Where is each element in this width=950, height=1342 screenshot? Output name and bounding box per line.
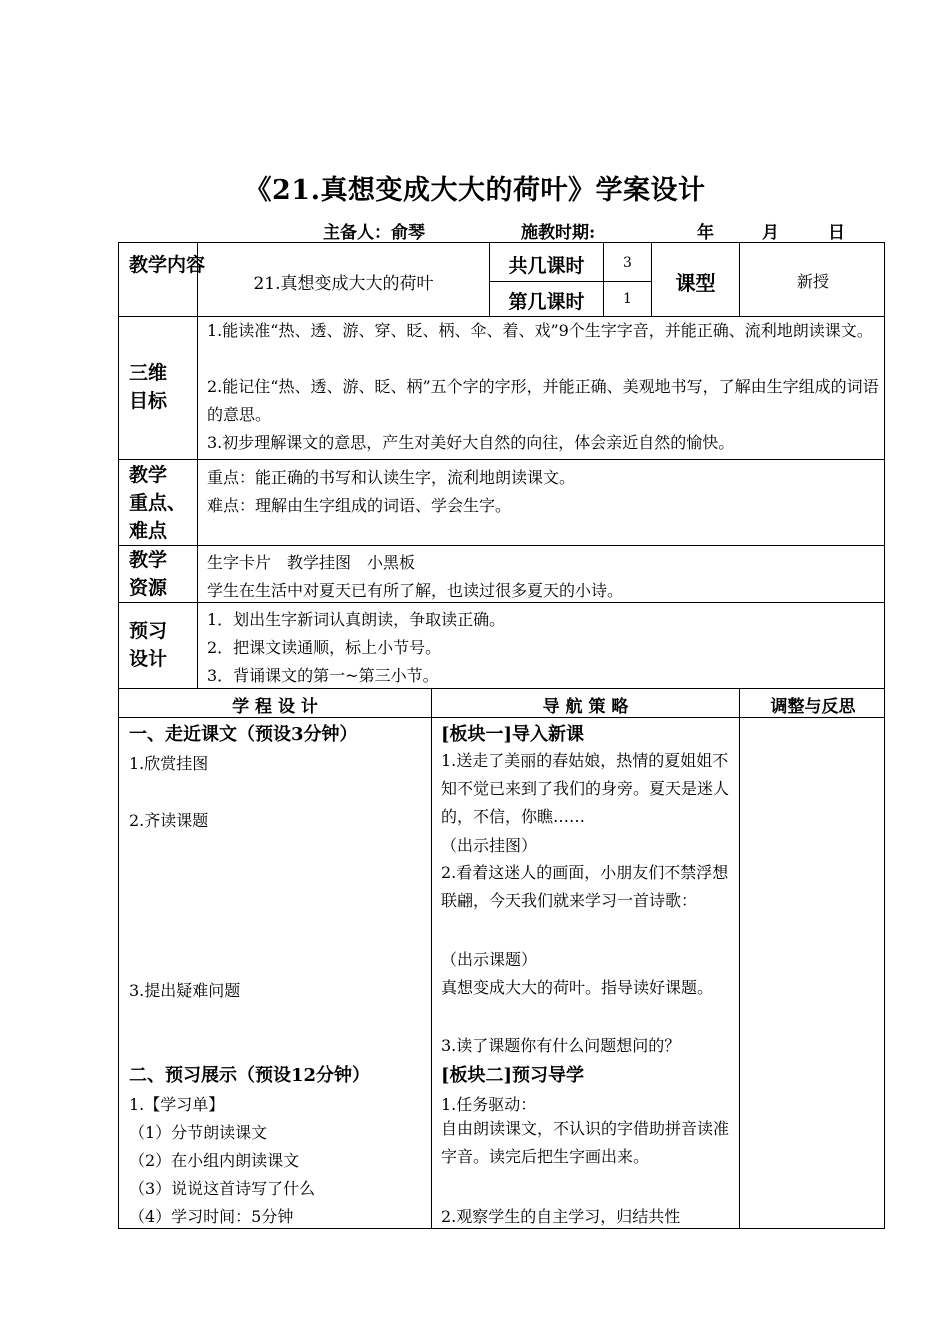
content-label: 教学内容 [129,254,206,276]
year-label: 年 [697,223,714,243]
lesson-type-label: 课型 [675,271,716,295]
focus-text: 重点：能正确的书写和认读生字，流利地朗读课文。 [207,468,576,487]
preview-item-1: 1．划出生字新词认真朗读，争取读正确。 [207,610,506,629]
col-guide-strategy: 导 航 策 略 [542,697,629,717]
resources-label: 教学 资源 [129,549,168,599]
s2-item-1: 1.【学习单】 [129,1095,225,1114]
total-periods-value: 3 [623,255,632,271]
b1-paragraph-3: 真想变成大大的荷叶。指导读好课题。 [441,978,714,997]
section-1-title: 一、走近课文（预设3分钟） [129,724,358,745]
s1-item-3: 3.提出疑难问题 [129,981,241,1000]
date-label: 施教时期: [521,223,596,243]
resources-line-2: 学生在生活中对夏天已有所了解，也读过很多夏天的小诗。 [207,581,624,600]
b1-paragraph-1: 1.送走了美丽的春姑娘，热情的夏姐姐不知不觉已来到了我们的身旁。夏天是迷人的，不信，你瞧…… [441,751,730,826]
s2-sub-3: （3）说说这首诗写了什么 [129,1179,316,1198]
b1-paragraph-4: 3.读了课题你有什么问题想问的？ [441,1036,681,1055]
s1-item-2: 2.齐读课题 [129,811,209,830]
key-points-label: 教学 重点、 难点 [129,464,187,542]
month-label: 月 [762,223,779,243]
goals-label: 三维 目标 [129,362,168,412]
preview-label: 预习 设计 [129,620,168,670]
resources-line-1: 生字卡片 教学挂图 小黑板 [207,553,416,572]
period-number-value: 1 [623,291,632,307]
b2-paragraph-3: 2.观察学生的自主学习，归结共性 [441,1207,681,1226]
goal-2: 2.能记住“热、透、游、眨、柄”五个字的字形，并能正确、美观地书写，了解由生字组成的词语的意思。 [207,377,879,424]
preparer: 主备人：俞琴 [323,223,425,243]
s2-sub-4: （4）学习时间：5分钟 [129,1207,294,1226]
b1-show-2: （出示课题） [441,950,538,969]
s2-sub-1: （1）分节朗读课文 [129,1123,268,1142]
period-number-label: 第几课时 [508,291,585,313]
block-1-title: [板块一]导入新课 [441,724,585,745]
s2-sub-2: （2）在小组内朗读课文 [129,1151,300,1170]
goal-1: 1.能读准“热、透、游、穿、眨、柄、伞、着、戏”9个生字字音，并能正确、流利地朗读课文。 [207,321,873,340]
b2-paragraph-1: 1.任务驱动： [441,1095,537,1114]
lesson-type-value: 新授 [796,272,829,291]
b1-show-1: （出示挂图） [441,836,538,855]
preview-item-3: 3．背诵课文的第一~第三小节。 [207,666,439,685]
lesson-table [118,242,885,1229]
document-title: 《21.真想变成大大的荷叶》学案设计 [244,175,706,206]
day-label: 日 [828,223,845,243]
col-adjust-reflect: 调整与反思 [770,697,856,717]
b1-paragraph-2: 2.看着这迷人的画面，小朋友们不禁浮想联翩，今天我们就来学习一首诗歌： [441,863,729,910]
content-value: 21.真想变成大大的荷叶 [253,274,434,294]
block-2-title: [板块二]预习导学 [441,1065,585,1086]
preview-item-2: 2．把课文读通顺，标上小节号。 [207,638,442,657]
section-2-title: 二、预习展示（预设12分钟） [129,1065,371,1086]
total-periods-label: 共几课时 [508,255,585,277]
col-learning-design: 学 程 设 计 [232,697,318,717]
difficulty-text: 难点：理解由生字组成的词语、学会生字。 [207,496,512,515]
s1-item-1: 1.欣赏挂图 [129,754,209,773]
b2-paragraph-2: 自由朗读课文，不认识的字借助拼音读准字音。读完后把生字画出来。 [441,1119,730,1166]
goal-3: 3.初步理解课文的意思，产生对美好大自然的向往，体会亲近自然的愉快。 [207,433,735,452]
